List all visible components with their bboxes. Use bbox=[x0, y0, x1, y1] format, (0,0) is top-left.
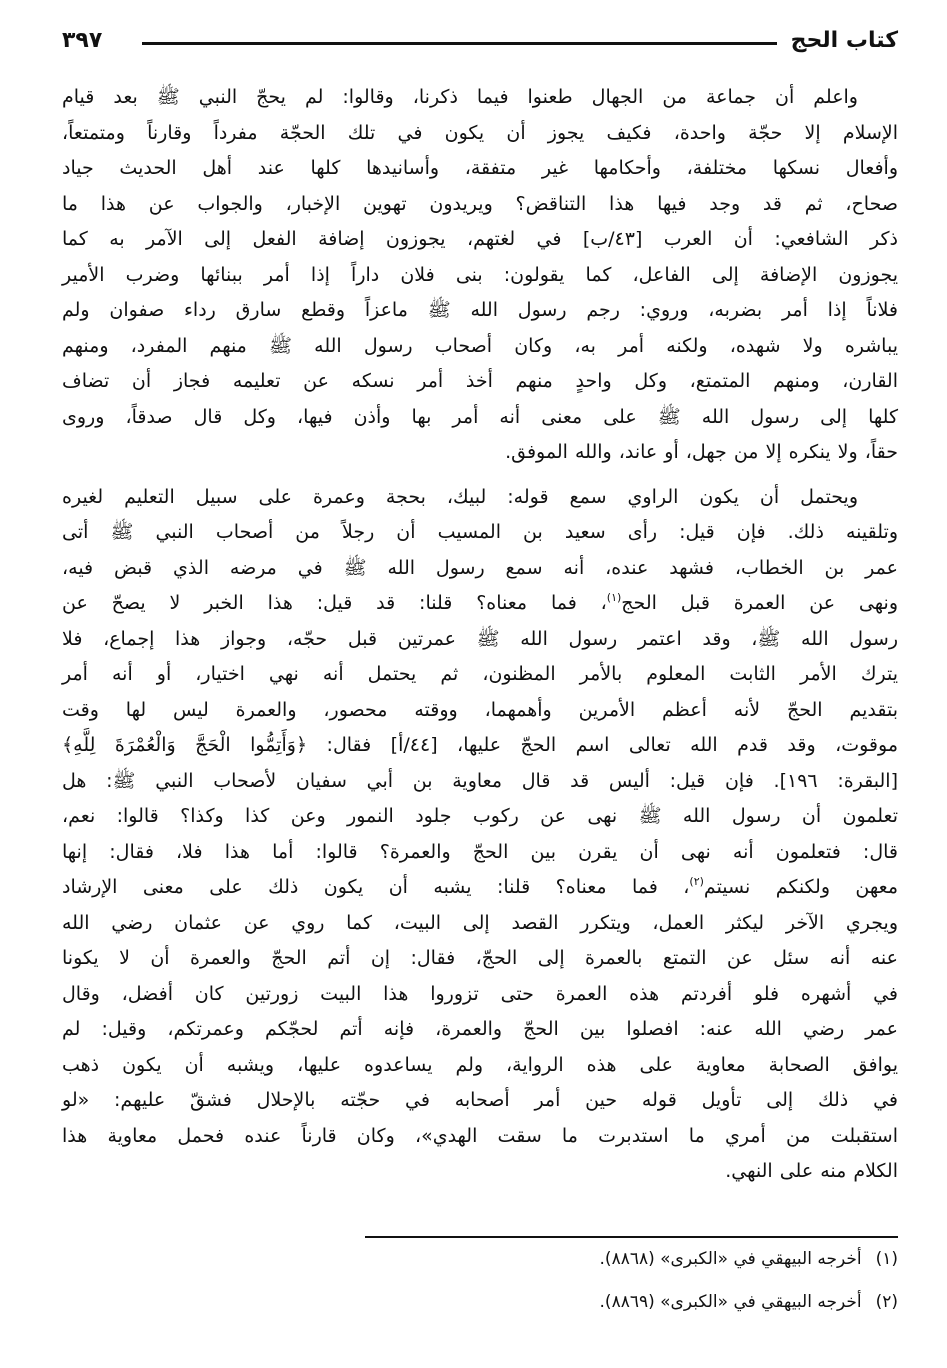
line-text: [البقرة: ١٩٦]. فإن قيل: أليس قد قال معاوية بن أبي سفيان لأصحاب النبي ﷺ: هل bbox=[62, 769, 898, 792]
line-text: عمر رضي الله عنه: افصلوا بين الحجّ والعمرة، فإنه أتم لحجّكم وعمرتكم، وقيل: لم bbox=[62, 1018, 898, 1040]
text-line bbox=[62, 764, 898, 800]
text-line bbox=[62, 551, 898, 587]
text-line bbox=[62, 906, 898, 942]
line-text: صحاح، ثم قد وجد فيها هذا التناقض؟ ويريدون تهوين الإخبار، والجواب عن هذا ما bbox=[62, 192, 898, 215]
text-line bbox=[62, 80, 898, 116]
paragraph bbox=[62, 80, 898, 471]
line-text: يجوزون الإضافة إلى الفاعل، كما يقولون: بنى فلان داراً إذا أمر ببنائها وضرب الأمير bbox=[62, 263, 898, 286]
line-text: واعلم أن جماعة من الجهال طعنوا فيما ذكرنا، وقالوا: لم يحجّ النبي ﷺ بعد قيام bbox=[62, 86, 858, 108]
text-line bbox=[62, 116, 898, 152]
line-text: قال: فتعلمون أنه نهى أن يقرن بين الحجّ والعمرة؟ قالوا: أما هذا فلا، فقال: إنها bbox=[62, 840, 898, 863]
line-text: ونهى عن العمرة قبل الحج bbox=[621, 592, 898, 614]
text-line bbox=[62, 1083, 898, 1119]
line-text: فلاناً إذا أمر بضربه، وروي: رجم رسول الله ﷺ ماعزاً وقطع سارق رداء صفوان ولم bbox=[62, 299, 898, 321]
text-line bbox=[62, 1154, 898, 1190]
text-line bbox=[62, 799, 898, 835]
line-text: رسول الله ﷺ، وقد اعتمر رسول الله ﷺ عمرتين قبل حجّه، وجواز هذا إجماع، فلا bbox=[62, 627, 898, 650]
text-line bbox=[62, 187, 898, 223]
line-text: ويحتمل أن يكون الراوي سمع قوله: لبيك، بحجة وعمرة على سبيل التعليم لغيره bbox=[62, 485, 858, 508]
text-line bbox=[62, 400, 898, 436]
text-line bbox=[62, 941, 898, 977]
header-rule bbox=[142, 42, 776, 45]
text-line bbox=[62, 329, 898, 365]
page-number: ٣٩٧ bbox=[62, 27, 103, 53]
text-line bbox=[62, 222, 898, 258]
line-text: ، فما معناه؟ قلنا: يشبه أن يكون ذلك على معنى الإرشاد bbox=[62, 876, 690, 898]
footnote-number: (١) bbox=[875, 1249, 898, 1269]
footnote-text: أخرجه البيهقي في «الكبرى» (٨٨٦٨). bbox=[599, 1249, 862, 1269]
text-line bbox=[62, 515, 898, 551]
text-line bbox=[62, 480, 898, 516]
text-line bbox=[62, 728, 898, 764]
footnote-number: (٢) bbox=[875, 1292, 898, 1312]
line-text: حقاً، ولا ينكره إلا من جهل، أو عاند، والله الموفق. bbox=[505, 441, 898, 463]
footnote-1 bbox=[62, 1249, 898, 1269]
line-text: عمر بن الخطاب، فشهد عنده، أنه سمع رسول الله ﷺ في مرضه الذي قبض فيه، bbox=[62, 556, 898, 579]
text-line bbox=[62, 1012, 898, 1048]
line-text: موقوت، وقد قدم الله تعالى اسم الحجّ عليها، [٤٤/أ] فقال: ﴿وَأَتِمُّوا الْحَجَّ وَالْعُمْرَةَ لِلَّهِ﴾ bbox=[62, 734, 898, 756]
line-text: وأفعال نسكها مختلفة، وأحكامها غير متفقة، وأسانيدها كلها عند أهل الحديث جياد bbox=[62, 157, 898, 179]
text-line bbox=[62, 1048, 898, 1084]
line-text: كلها إلى رسول الله ﷺ على معنى أنه أمر بها وأذن فيها، وكل قال صدقاً، وروى bbox=[62, 405, 898, 428]
line-text: يباشره ولا شهده، ولكنه أمر به، وكان أصحاب رسول الله ﷺ منهم المفرد، ومنهم bbox=[62, 334, 898, 357]
text-line bbox=[62, 835, 898, 871]
line-text: بتقديم الحجّ لأنه أعظم الأمرين وأهمهما، ووقته محصور، والعمرة ليس لها وقت bbox=[62, 698, 898, 721]
text-line bbox=[62, 977, 898, 1013]
footnote-text: أخرجه البيهقي في «الكبرى» (٨٨٦٩). bbox=[599, 1292, 862, 1312]
text-line bbox=[62, 693, 898, 729]
paragraph bbox=[62, 480, 898, 1190]
footnote-reference: (٢) bbox=[689, 875, 704, 888]
line-text: ويجري الآخر ليكثر العمل، ويتكرر القصد إلى البيت، كما روي عن عثمان رضي الله bbox=[62, 911, 898, 934]
line-text: في أشهره فلو أفردتم هذه العمرة حتى تزوروا هذا البيت زورتين كان أفضل، وقال bbox=[62, 982, 898, 1005]
footnote-separator bbox=[365, 1236, 898, 1238]
text-line bbox=[62, 293, 898, 329]
text-line bbox=[62, 657, 898, 693]
text-line bbox=[62, 622, 898, 658]
line-text: وتلقينه ذلك. فإن قيل: رأى سعيد بن المسيب أن رجلاً من أصحاب النبي ﷺ أتى bbox=[62, 521, 898, 543]
line-text: في ذلك إلى تأويل قوله حين أمر أصحابه في حجّته بالإحلال فشقّ عليهم: «لو bbox=[62, 1089, 898, 1111]
line-text: معهن ولكنكم نسيتم bbox=[703, 876, 898, 898]
text-line bbox=[62, 151, 898, 187]
line-text: تعلمون أن رسول الله ﷺ نهى عن ركوب جلود النمور وعن كذا وكذا؟ قالوا: نعم، bbox=[62, 805, 898, 827]
text-line bbox=[62, 586, 898, 622]
line-text: يوافق الصحابة معاوية على هذه الرواية، ولم يساعدوه عليها، ويشبه أن يكون ذهب bbox=[62, 1053, 898, 1076]
line-text: الإسلام إلا حجّة واحدة، فكيف يجوز أن يكون في تلك الحجّة مفرداً وقارناً ومتمتعاً، bbox=[62, 121, 898, 144]
line-text: ، فما معناه؟ قلنا: قد قيل: هذا الخبر لا يصحّ عن bbox=[62, 592, 607, 614]
text-line bbox=[62, 435, 898, 471]
text-line bbox=[62, 364, 898, 400]
text-line bbox=[62, 258, 898, 294]
line-text: عنه أنه سئل عن التمتع بالعمرة إلى الحجّ، فقال: إن أتم الحجّ والعمرة أن لا يكونا bbox=[62, 947, 898, 969]
line-text: القارن، ومنهم المتمتع، وكل واحدٍ منهم أخذ أمر نسكه عن تعليمه فجاز أن تضاف bbox=[62, 370, 898, 392]
footnote-reference: (١) bbox=[606, 591, 622, 604]
line-text: الكلام منه على النهي. bbox=[725, 1160, 898, 1182]
line-text: ذكر الشافعي: أن العرب [٤٣/ب] في لغتهم، يجوزون إضافة الفعل إلى الآمر به كما bbox=[62, 228, 898, 250]
line-text: يترك الأمر الثابت المعلوم بالأمر المظنون، ثم يحتمل أنه نهي اختيار، أو أنه أمر bbox=[62, 663, 898, 685]
text-line bbox=[62, 1119, 898, 1155]
text-line bbox=[62, 870, 898, 906]
line-text: استقبلت من أمري ما استدبرت ما سقت الهدي»، وكان قارناً عنده فحمل معاوية هذا bbox=[62, 1124, 898, 1147]
chapter-title: كتاب الحج bbox=[790, 27, 898, 53]
footnote-2 bbox=[62, 1292, 898, 1312]
running-header bbox=[62, 22, 898, 58]
main-text bbox=[62, 80, 898, 1199]
